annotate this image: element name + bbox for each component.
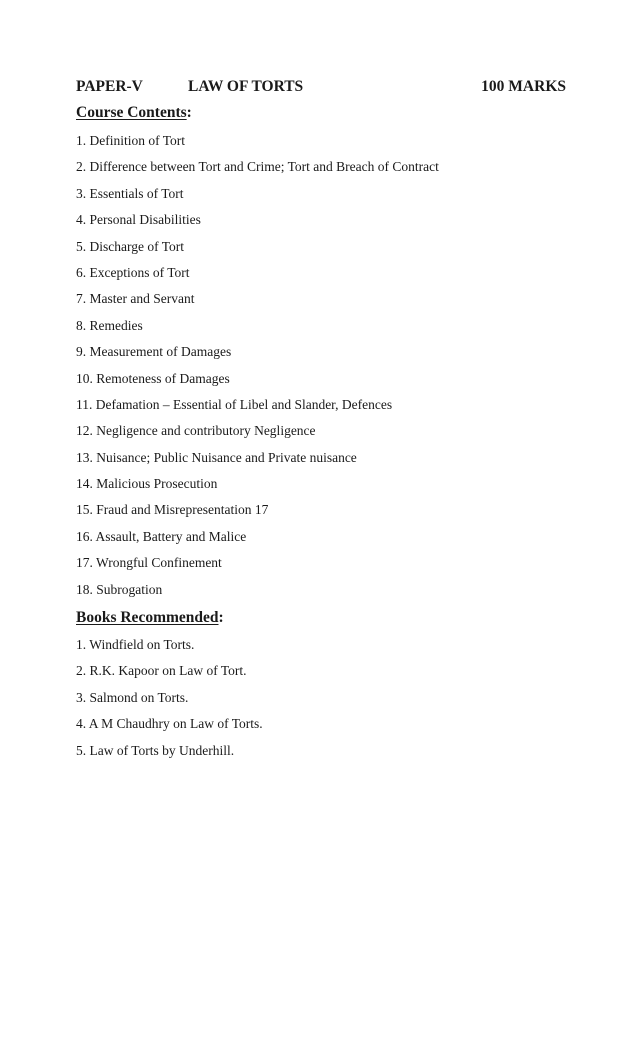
list-item: 4. A M Chaudhry on Law of Torts. — [76, 716, 263, 732]
course-contents-list — [76, 128, 439, 603]
list-item: 7. Master and Servant — [76, 291, 195, 307]
list-item: 10. Remoteness of Damages — [76, 370, 230, 386]
list-item: 3. Essentials of Tort — [76, 185, 184, 201]
list-item: 2. R.K. Kapoor on Law of Tort. — [76, 663, 247, 679]
list-item: 3. Salmond on Torts. — [76, 689, 189, 705]
paper-marks: 100 MARKS — [481, 78, 566, 95]
course-contents-heading-text: Course Contents — [76, 104, 187, 121]
course-contents-heading — [76, 104, 192, 122]
list-item: 16. Assault, Battery and Malice — [76, 528, 247, 544]
list-item: 9. Measurement of Damages — [76, 344, 232, 360]
list-item: 6. Exceptions of Tort — [76, 264, 190, 280]
course-contents-heading-colon: : — [186, 104, 192, 121]
list-item: 1. Definition of Tort — [76, 133, 186, 148]
books-recommended-heading — [76, 609, 224, 627]
list-item: 18. Subrogation — [76, 581, 163, 597]
paper-header — [76, 78, 566, 98]
books-recommended-heading-colon: : — [218, 609, 224, 626]
list-item: 2. Difference between Tort and Crime; Tort and Breach of Contract — [76, 159, 439, 175]
paper-number: PAPER-V — [76, 78, 143, 95]
paper-title: LAW OF TORTS — [188, 78, 304, 95]
list-item: 15. Fraud and Misrepresentation 17 — [76, 502, 269, 518]
list-item: 13. Nuisance; Public Nuisance and Private nuisance — [76, 449, 357, 465]
list-item: 8. Remedies — [76, 317, 143, 333]
list-item: 1. Windfield on Torts. — [76, 637, 195, 652]
list-item: 4. Personal Disabilities — [76, 212, 201, 228]
list-item: 5. Law of Torts by Underhill. — [76, 742, 235, 758]
books-recommended-list — [76, 632, 263, 764]
list-item: 11. Defamation – Essential of Libel and Slander, Defences — [76, 396, 393, 412]
list-item: 5. Discharge of Tort — [76, 238, 185, 254]
list-item: 12. Negligence and contributory Negligence — [76, 423, 316, 439]
list-item: 14. Malicious Prosecution — [76, 476, 218, 492]
books-recommended-heading-text: Books Recommended — [76, 609, 219, 626]
list-item: 17. Wrongful Confinement — [76, 555, 222, 571]
